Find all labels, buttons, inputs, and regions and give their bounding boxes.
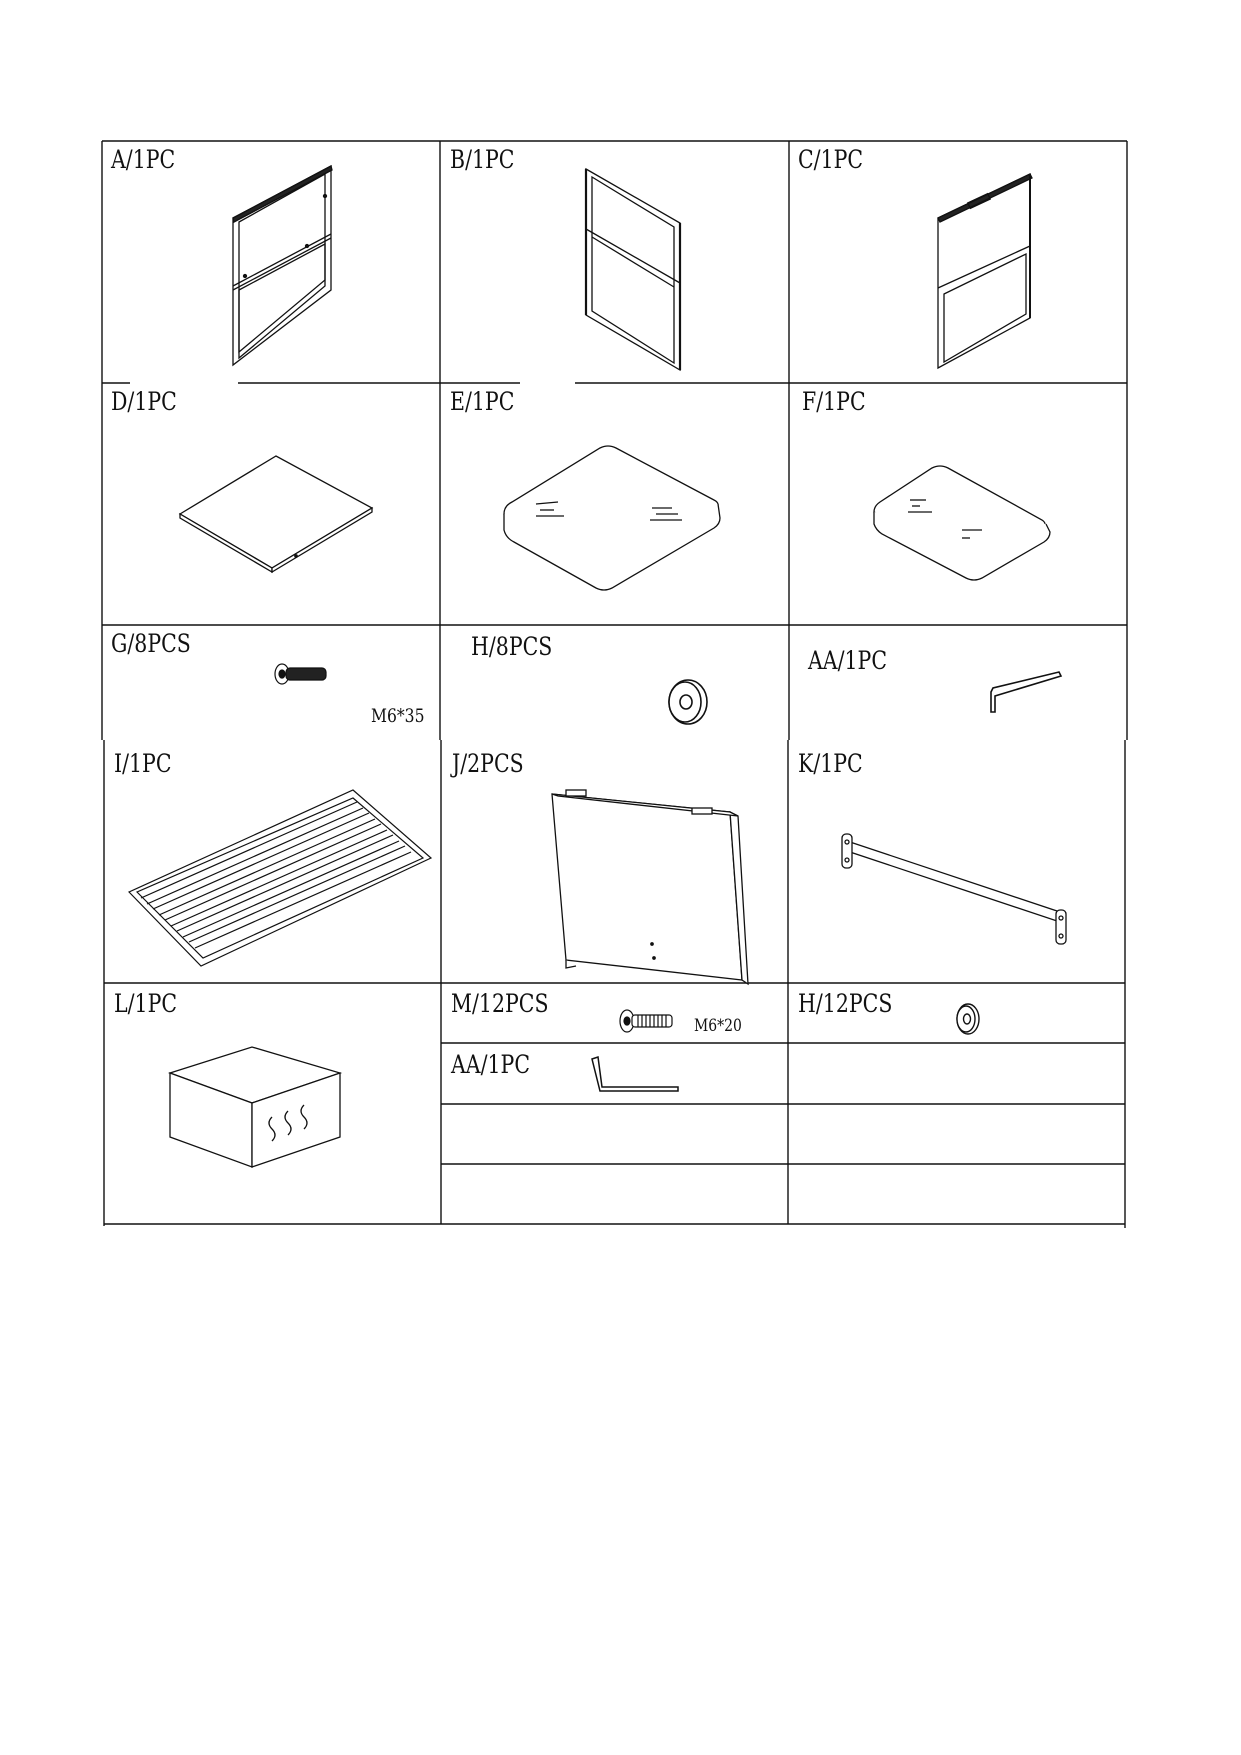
washer-drawing [666,677,710,727]
part-label-aa-2: AA/1PC [451,1050,531,1079]
part-label-d: D/1PC [111,387,177,416]
part-label-e: E/1PC [450,387,515,416]
part-label-c: C/1PC [798,145,864,174]
part-label-m: M/12PCS [451,989,549,1018]
bolt-drawing [272,660,332,690]
washer-drawing [955,1002,981,1036]
allen-key-drawing [590,1055,680,1095]
part-label-a: A/1PC [111,145,176,174]
side-panel-drawing [548,788,748,988]
side-frame-with-handle-drawing [930,168,1040,373]
allen-key-drawing [985,670,1065,715]
part-label-g: G/8PCS [111,629,191,658]
part-label-f: F/1PC [802,387,866,416]
open-frame-drawing [580,165,690,375]
part-label-b: B/1PC [450,145,515,174]
part-label-k: K/1PC [798,749,863,778]
part-label-i: I/1PC [114,749,172,778]
cushion-drawing [168,1045,348,1170]
part-label-h: H/8PCS [471,632,553,661]
bolt-drawing [617,1005,679,1037]
part-label-aa: AA/1PC [808,646,888,675]
small-thick-board-drawing [870,462,1055,582]
slatted-shelf-drawing [127,788,437,968]
bolt-spec-g: M6*35 [371,705,425,727]
part-label-h-12: H/12PCS [798,989,893,1018]
bolt-spec-m: M6*20 [694,1016,742,1036]
thin-panel-drawing [176,452,376,572]
side-frame-panel-drawing [225,160,345,370]
part-label-l: L/1PC [114,989,178,1018]
cross-bar-drawing [838,830,1078,950]
part-label-j: J/2PCS [452,749,524,778]
thick-board-drawing [500,444,725,594]
